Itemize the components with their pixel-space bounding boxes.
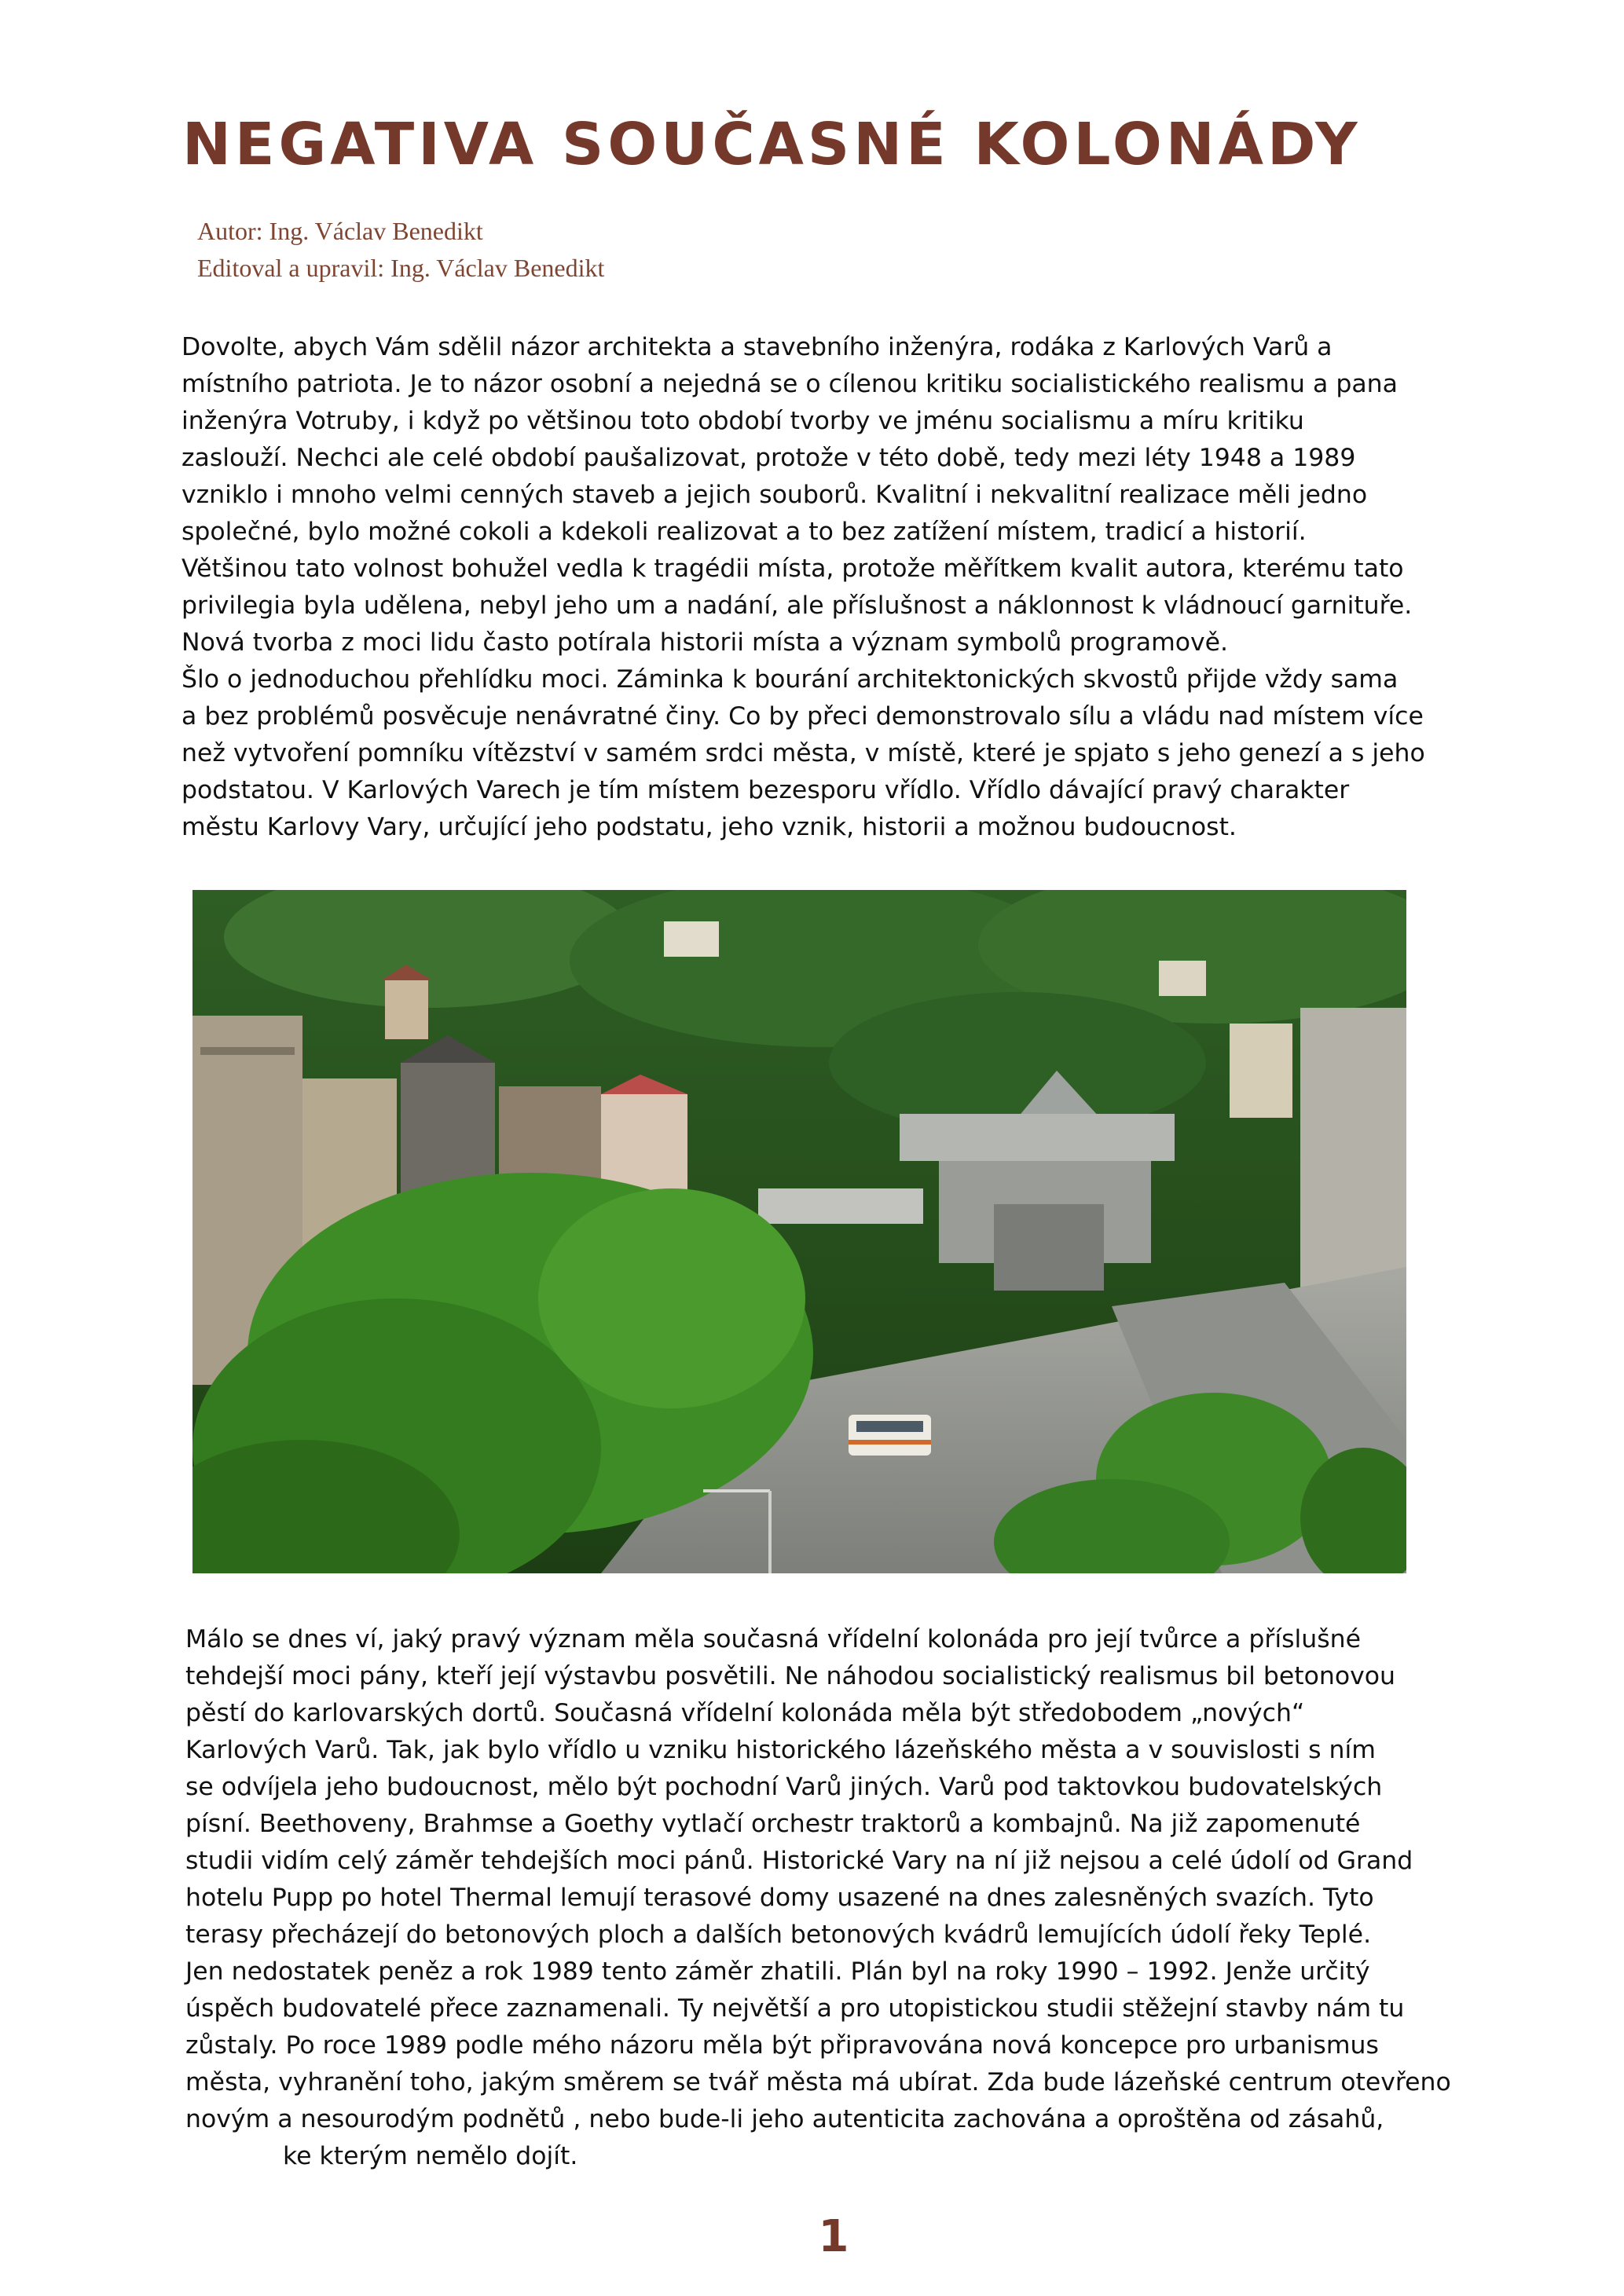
text-line: a bez problémů posvěcuje nenávratné činy. Co by přeci demonstrovalo sílu a vládu nad místem více xyxy=(181,702,1424,731)
text-line: města, vyhranění toho, jakým směrem se tvář města má ubírat. Zda bude lázeňské centrum otevřeno xyxy=(185,2068,1451,2096)
text-line: terasy přecházejí do betonových ploch a dalších betonových kvádrů lemujících údolí řeky Teplé. xyxy=(185,1921,1372,1949)
text-line: pěstí do karlovarských dortů. Současná vřídelní kolonáda měla být středobodem „nových“ xyxy=(185,1699,1305,1727)
text-line: studii vidím celý záměr tehdejších moci pánů. Historické Vary na ní již nejsou a celé údolí od Grand xyxy=(185,1847,1413,1875)
text-line: tehdejší moci pány, kteří její výstavbu posvětili. Ne náhodou socialistický realismus bil betonovou xyxy=(185,1662,1396,1690)
colonnade-photo xyxy=(192,890,1406,1573)
paragraph-intro xyxy=(181,329,1439,846)
text-line: vzniklo i mnoho velmi cenných staveb a jejich souborů. Kvalitní i nekvalitní realizace měli jedno xyxy=(181,481,1368,509)
text-line: Šlo o jednoduchou přehlídku moci. Záminka k bourání architektonických skvostů přijde vždy sama xyxy=(181,665,1399,694)
text-line: Nová tvorba z moci lidu často potírala historii místa a význam symbolů programově. xyxy=(181,628,1229,657)
text-line: privilegia byla udělena, nebyl jeho um a nadání, ale příslušnost a náklonnost k vládnoucí garnituře. xyxy=(181,591,1413,620)
text-line: Většinou tato volnost bohužel vedla k tragédii místa, protože měřítkem kvalit autora, kterému tato xyxy=(181,555,1404,583)
text-line: inženýra Votruby, i když po většinou toto období tvorby ve jménu socialismu a míru kritiku xyxy=(181,407,1304,435)
text-line: Málo se dnes ví, jaký pravý význam měla současná vřídelní kolonáda pro její tvůrce a příslušné xyxy=(185,1625,1361,1653)
text-line: místního patriota. Je to názor osobní a nejedná se o cílenou kritiku socialistického realismu a pana xyxy=(181,370,1398,398)
paragraph-main xyxy=(185,1621,1451,2175)
text-line: zůstaly. Po roce 1989 podle mého názoru měla být připravována nová koncepce pro urbanismus xyxy=(185,2031,1379,2060)
text-line: hotelu Pupp po hotel Thermal lemují terasové domy usazené na dnes zalesněných svazích. Tyto xyxy=(185,1884,1374,1912)
article-title: NEGATIVA SOUČASNÉ KOLONÁDY xyxy=(182,111,1362,178)
text-line: než vytvoření pomníku vítězství v samém srdci města, v místě, které je spjato s jeho genezí a s jeho xyxy=(181,739,1425,767)
text-line: úspěch budovatelé přece zaznamenali. Ty největší a pro utopistickou studii stěžejní stavby nám tu xyxy=(185,1994,1405,2023)
author-line: Autor: Ing. Václav Benedikt xyxy=(197,217,483,245)
text-line: zaslouží. Nechci ale celé období paušalizovat, protože v této době, tedy mezi léty 1948 a 1989 xyxy=(181,444,1356,472)
text-line: Karlových Varů. Tak, jak bylo vřídlo u vzniku historického lázeňského města a v souvislosti s ním xyxy=(185,1736,1376,1764)
text-line: společné, bylo možné cokoli a kdekoli realizovat a to bez zatížení místem, tradicí a historií. xyxy=(181,518,1307,546)
editor-line: Editoval a upravil: Ing. Václav Benedikt xyxy=(197,254,605,282)
text-line: Jen nedostatek peněz a rok 1989 tento záměr zhatili. Plán byl na roky 1990 – 1992. Jenže určitý xyxy=(185,1957,1370,1986)
text-line: ke kterým nemělo dojít. xyxy=(283,2142,578,2170)
text-line: novým a nesourodým podnětů , nebo bude-li jeho autenticita zachována a oproštěna od zásahů, xyxy=(185,2105,1384,2133)
text-line: Dovolte, abych Vám sdělil názor architekta a stavebního inženýra, rodáka z Karlových Varů a xyxy=(181,333,1333,361)
text-line: se odvíjela jeho budoucnost, mělo být pochodní Varů jiných. Varů pod taktovkou budovatelských xyxy=(185,1773,1383,1801)
text-line: městu Karlovy Vary, určující jeho podstatu, jeho vznik, historii a možnou budoucnost. xyxy=(181,813,1237,841)
text-line: písní. Beethoveny, Brahmse a Goethy vytlačí orchestr traktorů a kombajnů. Na již zapomenuté xyxy=(185,1810,1361,1838)
article-meta xyxy=(197,213,604,287)
page-number: 1 xyxy=(818,2211,849,2262)
text-line: podstatou. V Karlových Varech je tím místem bezesporu vřídlo. Vřídlo dávající pravý charakter xyxy=(181,776,1350,804)
